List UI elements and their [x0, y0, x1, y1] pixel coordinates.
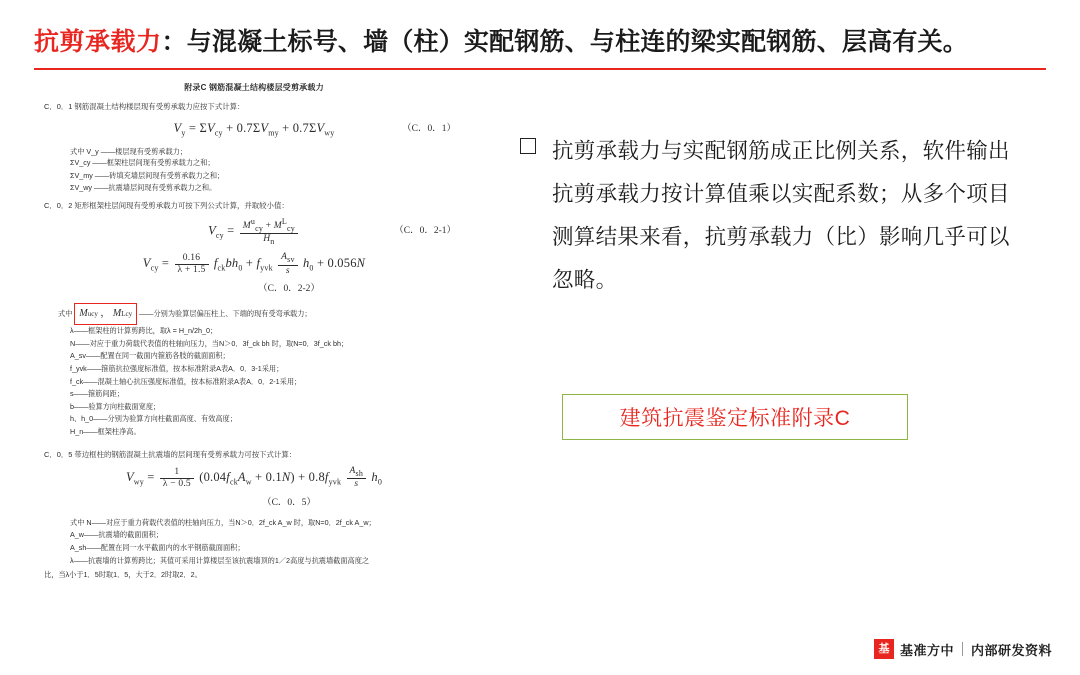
- clause-c02: C．0．2 矩形框架柱层间现有受剪承载力可按下列公式计算，并取较小值：: [44, 200, 289, 210]
- where-c05-item-3: λ——抗震墙的计算剪跨比；其值可采用计算楼层至该抗震墙顶的1／2高度与抗震墙截面高度之: [70, 555, 370, 565]
- where-c02-item-6: b——验算方向柱截面宽度；: [70, 401, 161, 411]
- where-c01-item-2: ΣV_wy ——抗震墙层间现有受剪承载力之和。: [70, 183, 217, 193]
- where-c02-item-2: A_sv——配置在同一截面内箍筋各肢的截面面积；: [70, 351, 230, 361]
- formula-c05: $V_{wy}$ = $\frac{1}{\lambda - 0.5}$ $(0.04f_{ck}A_w + 0.1N) + 0.8f_{yvk}$ $\frac{A_{sh}}{s}$ $h_0$: [125, 466, 383, 490]
- title-underline: [34, 68, 1046, 70]
- where-c02-item-3: f_yvk——箍筋抗拉强度标准值，按本标准附录A表A．0．3-1采用；: [70, 363, 284, 373]
- formula-c05-number: （C．0．5）: [262, 498, 316, 508]
- appendix-title: 附录C 钢筋混凝土结构楼层受剪承载力: [184, 83, 324, 92]
- formula-c05-row: [44, 466, 464, 490]
- brand-logo-icon: 基: [874, 639, 894, 659]
- where-c02-head-row: [58, 303, 464, 325]
- where-c05-item-1: A_w——抗震墙的截面面积；: [70, 530, 164, 540]
- formula-c021: $V_{cy}$ = $\frac{M^u_{cy} + M^L_{cy}}{H_n}$: [208, 217, 300, 246]
- footer-note: 内部研发资料: [970, 642, 1052, 658]
- where-c02-tail: ——分别为验算层偏压柱上、下端的现有受弯承载力；: [139, 309, 312, 319]
- bullet-text: 抗剪承载力与实配钢筋成正比例关系，软件输出抗剪承载力按计算值乘以实配系数；从多个项目测算结果来看，抗剪承载力（比）影响几乎可以忽略。: [552, 139, 1010, 292]
- where-c01-items: [70, 157, 464, 195]
- scanned-document: [44, 82, 464, 582]
- where-c02-item-8: H_n——框架柱净高。: [70, 426, 141, 436]
- bullet-row: [520, 130, 1020, 302]
- where-c01: 式中 V_y ——楼层现有受剪承载力；: [70, 146, 188, 156]
- formula-c022-row: [44, 252, 464, 276]
- where-c02-head: 式中: [58, 309, 73, 319]
- footer-brand: 基准方中: [899, 642, 954, 658]
- where-c02-item-7: h、h_0——分别为验算方向柱截面高度、有效高度；: [70, 414, 237, 424]
- where-c02-boxed-symbols: Mucy ， MLcy: [74, 303, 137, 325]
- where-c05-items: [70, 517, 464, 567]
- formula-c021-number: （C．0．2-1）: [394, 226, 456, 237]
- bullet-block: [520, 130, 1020, 302]
- where-c05-item-0: 式中 N——对应于重力荷载代表值的柱轴向压力，当N＞0．2f_ck A_w 时，取N=0．2f_ck A_w；: [70, 517, 376, 527]
- where-c02-item-1: N——对应于重力荷载代表值的柱轴向压力，当N＞0．3f_ck bh 时，取N=0．3f_ck bh；: [70, 338, 349, 348]
- callout-text: 建筑抗震鉴定标准附录C: [619, 407, 851, 430]
- formula-c01-row: [44, 119, 464, 140]
- page-title-highlight: 抗剪承载力: [34, 28, 162, 56]
- square-bullet-icon: [520, 138, 536, 154]
- where-c02-item-4: f_ck——混凝土轴心抗压强度标准值，按本标准附录A表A．0．2-1采用；: [70, 376, 302, 386]
- clause-c05: C．0．5 带边框柱的钢筋混凝土抗震墙的层间现有受剪承载力可按下式计算：: [44, 449, 297, 459]
- where-c01-item-1: ΣV_my ——砖填充墙层间现有受剪承载力之和；: [70, 170, 225, 180]
- footer-divider: [962, 642, 963, 656]
- where-c05-item-2: A_sh——配置在同一水平截面内的水平钢筋截面面积；: [70, 542, 245, 552]
- formula-c021-row: [44, 217, 464, 246]
- where-c01-item-0: ΣV_cy ——框架柱层间现有受剪承载力之和；: [70, 157, 215, 167]
- page-title-rest: ：与混凝土标号、墙（柱）实配钢筋、与柱连的梁实配钢筋、层高有关。: [161, 28, 968, 56]
- where-c02-item-5: s——箍筋间距；: [70, 389, 124, 399]
- footer: [874, 639, 1052, 659]
- where-c02-items: [70, 325, 464, 438]
- formula-c05-number-row: [44, 496, 464, 511]
- formula-c022-number-row: [44, 282, 464, 297]
- where-c05-last: 比，当λ小于1．5时取1．5，大于2．2时取2．2。: [44, 570, 202, 580]
- clause-c01: C．0．1 钢筋混凝土结构楼层现有受剪承载力应按下式计算：: [44, 102, 245, 112]
- formula-c01-number: （C．0．1）: [402, 123, 456, 134]
- formula-c01: $V_y = \Sigma V_{cy} + 0.7\Sigma V_{my} + 0.7\Sigma V_{wy}$: [173, 120, 335, 138]
- page-title: [34, 22, 1046, 58]
- where-c02-item-0: λ——框架柱的计算剪跨比，取λ = H_n/2h_0；: [70, 326, 218, 336]
- callout-box: [562, 394, 908, 440]
- formula-c022-number: （C．0．2-2）: [258, 284, 320, 295]
- formula-c022: $V_{cy}$ = $\frac{0.16}{\lambda + 1.5}$ $f_{ck}bh_0 + f_{yvk}$ $\frac{A_{sv}}{s}$ $h_0 + 0.056N$: [142, 252, 366, 276]
